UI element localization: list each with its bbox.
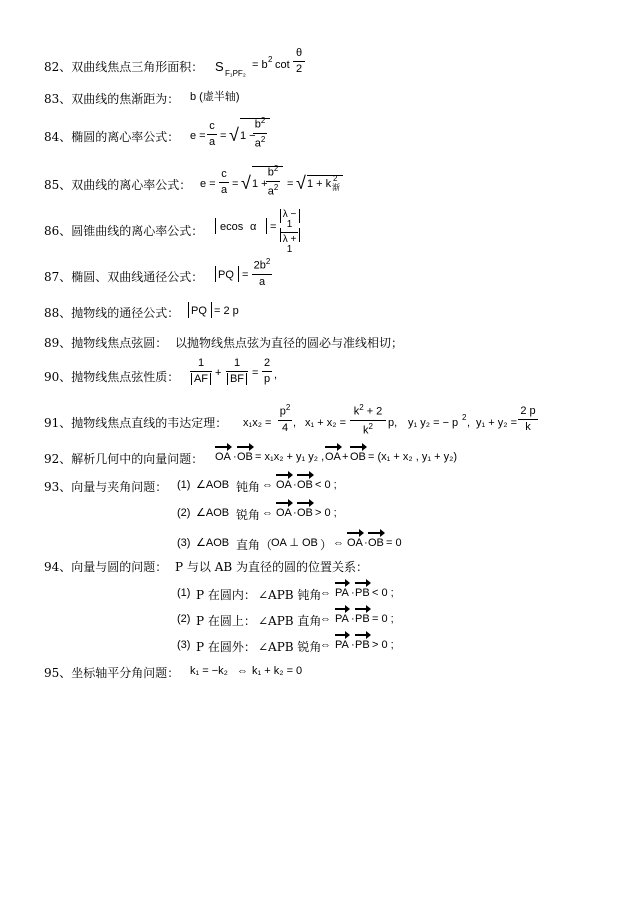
formula-83: b (虚半轴): [190, 91, 240, 103]
item-89-statement: 以抛物线焦点弦为直径的圆必与准线相切；: [175, 336, 404, 350]
item-95-label: 95、坐标轴平分角问题：: [44, 666, 180, 680]
item-89-label: 89、抛物线焦点弦圆：: [44, 336, 168, 350]
item-93-label: 93、向量与夹角问题：: [44, 480, 168, 494]
item-91-label: 91、抛物线焦点直线的韦达定理：: [44, 416, 228, 430]
item-87-label: 87、椭圆、双曲线通径公式：: [44, 270, 204, 284]
item-82-label: 82、双曲线焦点三角形面积：: [44, 60, 204, 74]
item-84-label: 84、椭圆的离心率公式：: [44, 130, 180, 144]
item-90-label: 90、抛物线焦点弦性质：: [44, 370, 180, 384]
item-85-label: 85、双曲线的离心率公式：: [44, 178, 192, 192]
item-88-label: 88、抛物线的通径公式：: [44, 306, 180, 320]
item-83-label: 83、双曲线的焦渐距为：: [44, 92, 180, 106]
item-86-label: 86、圆锥曲线的离心率公式：: [44, 224, 204, 238]
item-92-label: 92、解析几何中的向量问题：: [44, 452, 204, 466]
item-94-label: 94、向量与圆的问题：: [44, 560, 168, 574]
item-94-statement: P 与以 AB 为直径的圆的位置关系：: [175, 560, 369, 574]
